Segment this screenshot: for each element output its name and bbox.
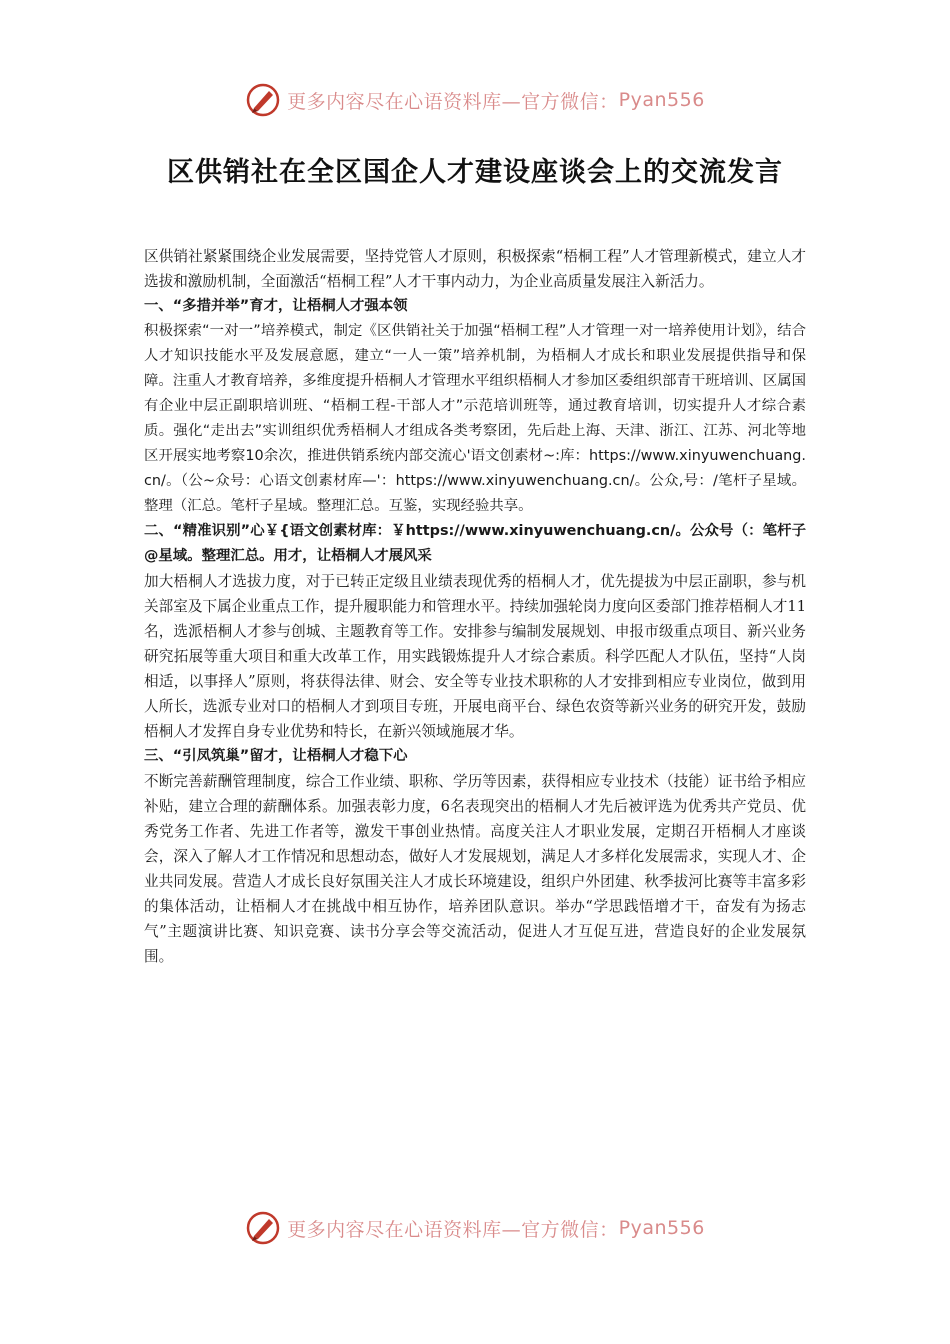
footer-banner-wechat-id: Pyan556 — [618, 1217, 705, 1239]
pen-logo-icon — [245, 82, 281, 118]
section-2-heading: 二、“精准识别”心￥{语文创素材库：￥https://www.xinyuwenchuang.cn/。公众号（：笔杆子@星域。整理汇总。用才，让梧桐人才展风采 — [144, 523, 806, 564]
section-3-heading: 三、“引凤筑巢”留才，让梧桐人才稳下心 — [144, 748, 408, 764]
banner-wechat-id: Pyan556 — [618, 89, 705, 111]
section-2-body: 加大梧桐人才选拔力度，对于已转正定级且业绩表现优秀的梧桐人才，优先提拔为中层正副职，参与机关部室及下属企业重点工作，提升履职能力和管理水平。持续加强轮岗力度向区委部门推荐梧桐人才11名，选派梧桐人才参与创城、主题教育等工作。安排参与编制发展规划、申报市级重点项目、新兴业务研究拓展等重大项目和重大改革工作，用实践锻炼提升人才综合素质。科学匹配人才队伍，坚持“人岗相适，以事择人”原则，将获得法律、财会、安全等专业技术职称的人才安排到相应专业岗位，做到用人所长，选派专业对口的梧桐人才到项目专班，开展电商平台、绿色农资等新兴业务的研究开发，鼓励梧桐人才发挥自身专业优势和特长，在新兴领域施展才华。 — [144, 573, 806, 740]
document-body — [144, 244, 806, 969]
section-1-body: 积极探索“一对一”培养模式，制定《区供销社关于加强“梧桐工程”人才管理一对一培养使用计划》，结合人才知识技能水平及发展意愿，建立“一人一策”培养机制，为梧桐人才成长和职业发展提供指导和保障。注重人才教育培养，多维度提升梧桐人才管理水平组织梧桐人才参加区委组织部青干班培训、区属国有企业中层正副职培训班、“梧桐工程-干部人才”示范培训班等，通过教育培训，切实提升人才综合素质。强化“走出去”实训组织优秀梧桐人才组成各类考察团，先后赴上海、天津、浙江、江苏、河北等地区开展实地考察10余次，推进供销系统内部交流心'语文创素材~:库：https://www.xinyuwenchuang.cn/。（公~众号：心语文创素材库—'：https://www.xinyuwenchuang.cn/。公众,号：/笔杆子星域。整理（汇总。笔杆子星域。整理汇总。互鉴，实现经验共享。 — [144, 323, 806, 514]
header-banner — [0, 80, 950, 120]
pen-logo-icon — [245, 1210, 281, 1246]
banner-text: 更多内容尽在心语资料库—官方微信： — [287, 90, 619, 113]
footer-banner — [0, 1208, 950, 1248]
section-1-heading: 一、“多措并举”育才，让梧桐人才强本领 — [144, 298, 408, 314]
footer-banner-text: 更多内容尽在心语资料库—官方微信： — [287, 1218, 619, 1241]
document-title: 区供销社在全区国企人才建设座谈会上的交流发言 — [167, 157, 783, 188]
section-3-body: 不断完善薪酬管理制度，综合工作业绩、职称、学历等因素，获得相应专业技术（技能）证书给予相应补贴，建立合理的薪酬体系。加强表彰力度，6名表现突出的梧桐人才先后被评选为优秀共产党员、优秀党务工作者、先进工作者等，激发干事创业热情。高度关注人才职业发展，定期召开梧桐人才座谈会，深入了解人才工作情况和思想动态，做好人才发展规划，满足人才多样化发展需求，实现人才、企业共同发展。营造人才成长良好氛围关注人才成长环境建设，组织户外团建、秋季拔河比赛等丰富多彩的集体活动，让梧桐人才在挑战中相互协作，培养团队意识。举办“学思践悟增才干，奋发有为扬志气”主题演讲比赛、知识竞赛、读书分享会等交流活动，促进人才互促互进，营造良好的企业发展氛围。 — [144, 773, 806, 965]
intro-paragraph: 区供销社紧紧围绕企业发展需要，坚持党管人才原则，积极探索“梧桐工程”人才管理新模式，建立人才选拔和激励机制，全面激活“梧桐工程”人才干事内动力，为企业高质量发展注入新活力。 — [144, 248, 806, 290]
